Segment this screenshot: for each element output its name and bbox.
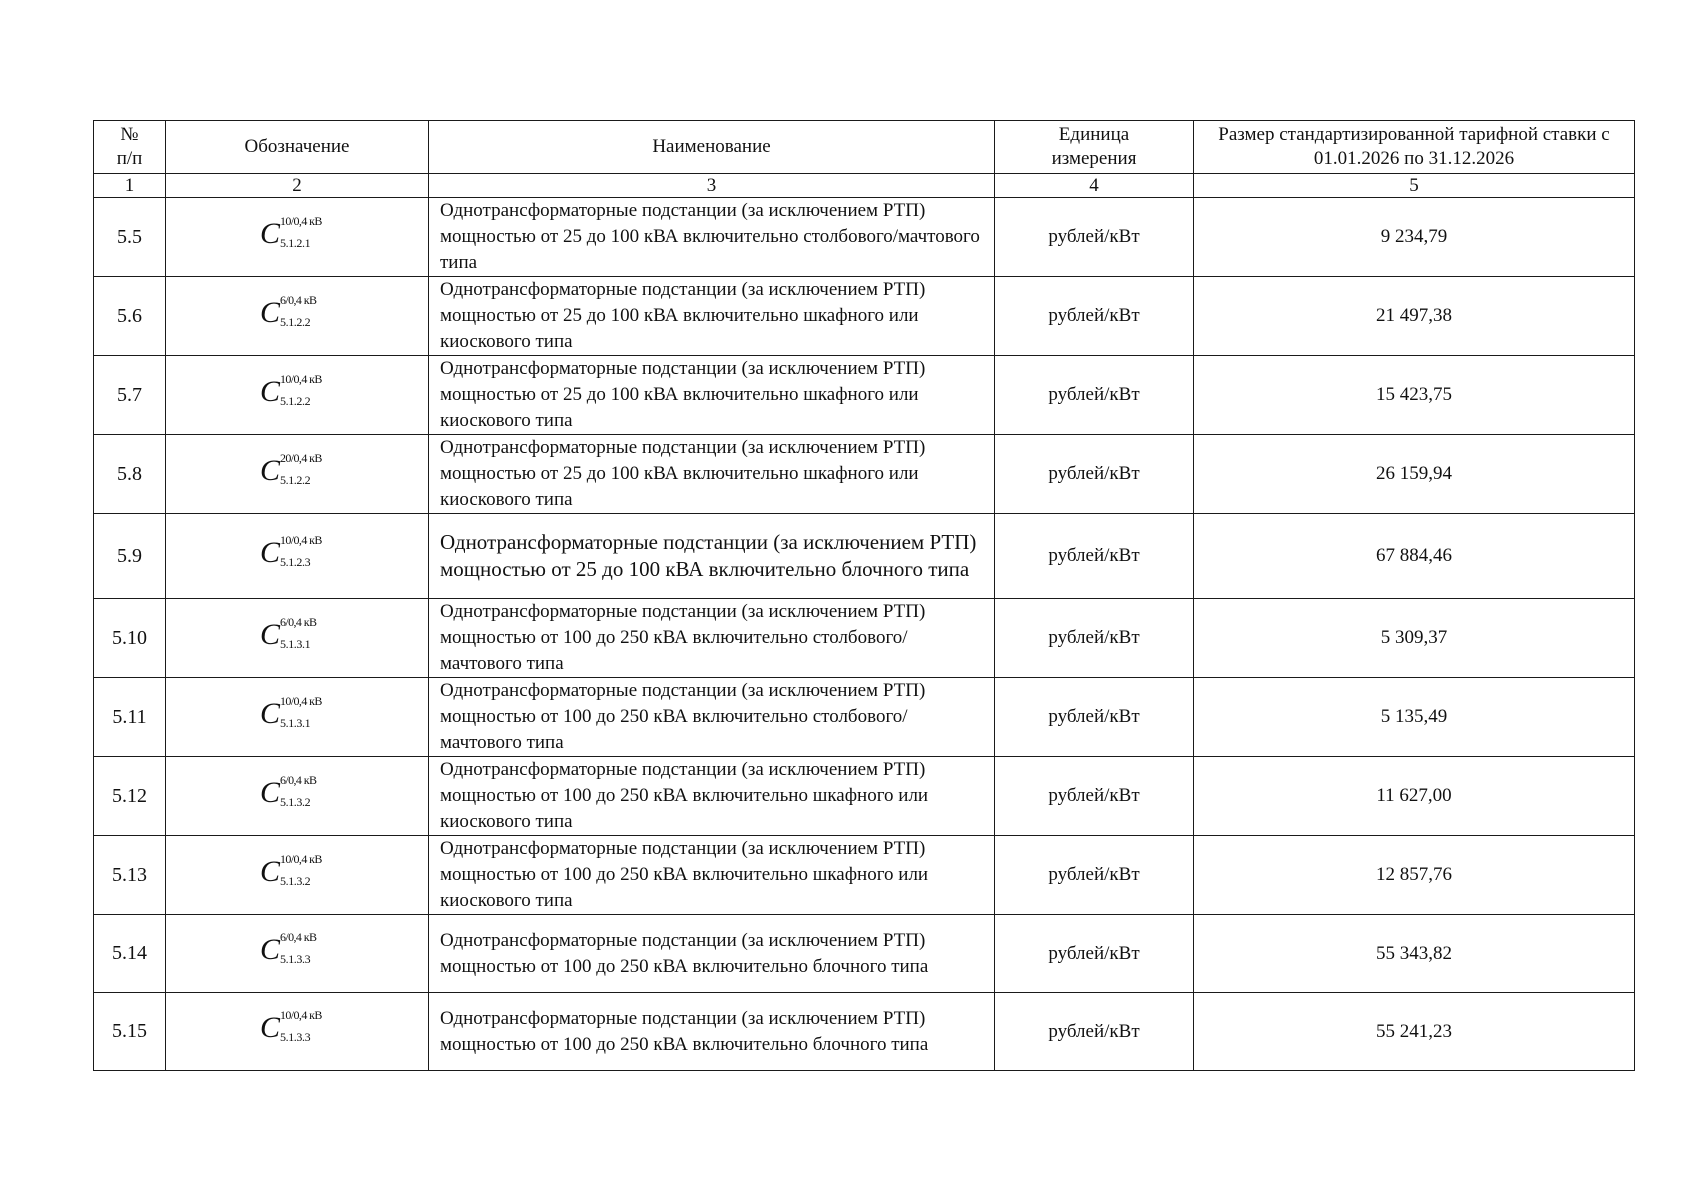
symbol-superscript: 10/0,4 кВ: [280, 532, 322, 547]
row-number: 5.8: [94, 435, 166, 514]
unit-cell: рублей/кВт: [995, 915, 1194, 993]
row-number: 5.12: [94, 757, 166, 836]
row-number: 5.15: [94, 993, 166, 1071]
designation-symbol: [254, 772, 340, 816]
unit-cell: рублей/кВт: [995, 993, 1194, 1071]
symbol-letter: C: [260, 295, 280, 329]
table-row: [94, 435, 1635, 514]
designation-symbol: [254, 851, 340, 895]
unit-cell: рублей/кВт: [995, 435, 1194, 514]
header-row: [94, 121, 1635, 174]
symbol-superscript: 6/0,4 кВ: [280, 772, 317, 787]
column-number: 3: [429, 174, 995, 198]
symbol-letter: C: [260, 696, 280, 730]
symbol-superscript: 10/0,4 кВ: [280, 851, 322, 866]
rate-cell: 5 309,37: [1194, 599, 1635, 678]
header-unit: Единица измерения: [995, 121, 1194, 174]
row-number: 5.11: [94, 678, 166, 757]
row-number: 5.14: [94, 915, 166, 993]
rate-cell: 26 159,94: [1194, 435, 1635, 514]
header-designation: Обозначение: [166, 121, 429, 174]
header-rate: Размер стандартизированной тарифной ставки с 01.01.2026 по 31.12.2026: [1194, 121, 1635, 174]
name-cell: Однотрансформаторные подстанции (за исключением РТП) мощностью от 100 до 250 кВА включительно столбового/мачтового типа: [429, 599, 995, 678]
row-number: 5.13: [94, 836, 166, 915]
unit-cell: рублей/кВт: [995, 514, 1194, 599]
rate-cell: 21 497,38: [1194, 277, 1635, 356]
unit-cell: рублей/кВт: [995, 757, 1194, 836]
symbol-letter: C: [260, 854, 280, 888]
symbol-superscript: 10/0,4 кВ: [280, 371, 322, 386]
symbol-letter: C: [260, 535, 280, 569]
tariff-table: [93, 120, 1635, 1071]
symbol-letter: C: [260, 1011, 280, 1044]
table-row: [94, 836, 1635, 915]
table-row: [94, 915, 1635, 993]
symbol-subscript: 5.1.2.2: [280, 314, 311, 329]
symbol-superscript: 6/0,4 кВ: [280, 614, 317, 629]
symbol-subscript: 5.1.2.2: [280, 393, 311, 408]
rate-cell: 15 423,75: [1194, 356, 1635, 435]
name-cell: Однотрансформаторные подстанции (за исключением РТП) мощностью от 100 до 250 кВА включительно блочного типа: [429, 915, 995, 993]
symbol-letter: C: [260, 617, 280, 651]
table-row: [94, 356, 1635, 435]
column-number: 1: [94, 174, 166, 198]
symbol-superscript: 10/0,4 кВ: [280, 1008, 322, 1022]
designation-cell: [166, 514, 429, 599]
designation-symbol: [254, 213, 340, 257]
row-number: 5.7: [94, 356, 166, 435]
symbol-subscript: 5.1.2.2: [280, 472, 311, 487]
name-cell: Однотрансформаторные подстанции (за исключением РТП) мощностью от 100 до 250 кВА включительно шкафного или киоскового типа: [429, 757, 995, 836]
name-cell: Однотрансформаторные подстанции (за исключением РТП) мощностью от 25 до 100 кВА включительно шкафного или киоскового типа: [429, 277, 995, 356]
header-name: Наименование: [429, 121, 995, 174]
designation-symbol: [254, 1007, 340, 1051]
designation-cell: [166, 435, 429, 514]
row-number: 5.10: [94, 599, 166, 678]
column-number: 2: [166, 174, 429, 198]
symbol-superscript: 6/0,4 кВ: [280, 930, 317, 944]
designation-cell: [166, 915, 429, 993]
rate-cell: 67 884,46: [1194, 514, 1635, 599]
symbol-superscript: 6/0,4 кВ: [280, 292, 317, 307]
symbol-subscript: 5.1.3.3: [280, 1030, 311, 1044]
name-cell: Однотрансформаторные подстанции (за исключением РТП) мощностью от 100 до 250 кВА включительно шкафного или киоскового типа: [429, 836, 995, 915]
name-cell: Однотрансформаторные подстанции (за исключением РТП) мощностью от 100 до 250 кВА включительно столбового/мачтового типа: [429, 678, 995, 757]
symbol-superscript: 20/0,4 кВ: [280, 450, 322, 465]
row-number: 5.6: [94, 277, 166, 356]
unit-cell: рублей/кВт: [995, 277, 1194, 356]
table-row: [94, 198, 1635, 277]
designation-symbol: [254, 929, 340, 973]
name-cell: Однотрансформаторные подстанции (за исключением РТП) мощностью от 25 до 100 кВА включительно шкафного или киоскового типа: [429, 356, 995, 435]
designation-cell: [166, 277, 429, 356]
column-number: 4: [995, 174, 1194, 198]
table-row: [94, 993, 1635, 1071]
table-row: [94, 599, 1635, 678]
table-row: [94, 277, 1635, 356]
rate-cell: 9 234,79: [1194, 198, 1635, 277]
rate-cell: 12 857,76: [1194, 836, 1635, 915]
column-number: 5: [1194, 174, 1635, 198]
symbol-letter: C: [260, 374, 280, 408]
designation-cell: [166, 757, 429, 836]
column-number-row: [94, 174, 1635, 198]
unit-cell: рублей/кВт: [995, 198, 1194, 277]
rate-cell: 5 135,49: [1194, 678, 1635, 757]
designation-cell: [166, 356, 429, 435]
symbol-subscript: 5.1.3.3: [280, 952, 311, 966]
row-number: 5.9: [94, 514, 166, 599]
designation-symbol: [254, 693, 340, 737]
designation-cell: [166, 993, 429, 1071]
designation-symbol: [254, 371, 340, 415]
symbol-subscript: 5.1.3.1: [280, 715, 311, 730]
symbol-subscript: 5.1.3.2: [280, 873, 311, 888]
rate-cell: 55 241,23: [1194, 993, 1635, 1071]
name-cell: Однотрансформаторные подстанции (за исключением РТП) мощностью от 100 до 250 кВА включительно блочного типа: [429, 993, 995, 1071]
row-number: 5.5: [94, 198, 166, 277]
document-page: [93, 120, 1634, 1071]
table-row: [94, 514, 1635, 599]
symbol-subscript: 5.1.2.3: [280, 554, 311, 569]
symbol-subscript: 5.1.2.1: [280, 235, 311, 250]
unit-cell: рублей/кВт: [995, 678, 1194, 757]
designation-cell: [166, 836, 429, 915]
symbol-subscript: 5.1.3.1: [280, 636, 311, 651]
designation-symbol: [254, 614, 340, 658]
symbol-superscript: 10/0,4 кВ: [280, 693, 322, 708]
symbol-subscript: 5.1.3.2: [280, 794, 311, 809]
symbol-letter: C: [260, 453, 280, 487]
symbol-superscript: 10/0,4 кВ: [280, 213, 322, 228]
header-num: № п/п: [94, 121, 166, 174]
table-row: [94, 757, 1635, 836]
rate-cell: 55 343,82: [1194, 915, 1635, 993]
symbol-letter: C: [260, 775, 280, 809]
name-cell: Однотрансформаторные подстанции (за исключением РТП) мощностью от 25 до 100 кВА включительно шкафного или киоскового типа: [429, 435, 995, 514]
rate-cell: 11 627,00: [1194, 757, 1635, 836]
designation-symbol: [254, 450, 340, 494]
designation-cell: [166, 198, 429, 277]
designation-symbol: [254, 532, 340, 576]
name-cell: Однотрансформаторные подстанции (за исключением РТП) мощностью от 25 до 100 кВА включительно блочного типа: [429, 514, 995, 599]
designation-cell: [166, 599, 429, 678]
table-row: [94, 678, 1635, 757]
designation-symbol: [254, 292, 340, 336]
designation-cell: [166, 678, 429, 757]
unit-cell: рублей/кВт: [995, 599, 1194, 678]
unit-cell: рублей/кВт: [995, 836, 1194, 915]
symbol-letter: C: [260, 216, 280, 250]
symbol-letter: C: [260, 933, 280, 966]
name-cell: Однотрансформаторные подстанции (за исключением РТП) мощностью от 25 до 100 кВА включительно столбового/мачтового типа: [429, 198, 995, 277]
unit-cell: рублей/кВт: [995, 356, 1194, 435]
